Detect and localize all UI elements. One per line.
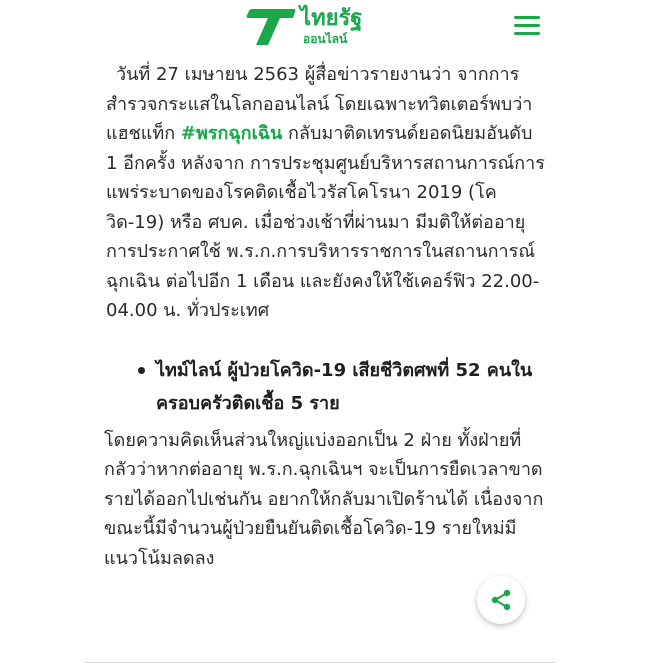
thairath-logo[interactable] — [246, 5, 366, 49]
article-paragraph — [106, 60, 546, 326]
related-article-link[interactable] — [138, 354, 546, 420]
logo-t-mark-icon — [246, 5, 298, 49]
site-header — [0, 0, 650, 56]
hamburger-icon — [514, 16, 540, 19]
logo-subtitle: ออนไลน์ — [303, 32, 348, 46]
related-links — [106, 354, 546, 420]
paragraph-text: กลับมาติดเทรนด์ยอดนิยมอันดับ 1 อีกครั้ง หลังจาก การประชุมศูนย์บริหารสถานการณ์การแพร่ระบาดของโรคติดเชื้อไวรัสโคโรนา 2019 (โควิด-19) หรือ ศบค. เมื่อช่วงเช้าที่ผ่านมา มีมติให้ต่ออายุการประกาศใช้ พ.ร.ก.การบริหารราชการในสถานการณ์ฉุกเฉิน ต่อไปอีก 1 เดือน และยังคงให้ใช้เคอร์ฟิว 22.00-04.00 น. ทั่วประเทศ — [106, 123, 545, 321]
paragraph-text: วันที่ 27 เมษายน 2563 ผู้สื่อข่าวรายงานว่า จากการสำรวจกระแสในโลกออนไลน์ โดยเฉพาะทวิตเตอร์พบว่าแฮชแท็ก — [106, 64, 533, 144]
article-body — [106, 60, 546, 573]
hamburger-menu-button[interactable] — [514, 16, 540, 36]
share-icon — [489, 588, 513, 612]
hashtag-link[interactable]: #พรกฉุกเฉิน — [180, 123, 283, 144]
article-paragraph: โดยความคิดเห็นส่วนใหญ่แบ่งออกเป็น 2 ฝ่าย ทั้งฝ่ายที่กลัวว่าหากต่ออายุ พ.ร.ก.ฉุกเฉินฯ จะเป็นการยืดเวลาขาดรายได้ออกไปเช่นกัน อยากให้กลับมาเปิดร้านได้ เนื่องจากขณะนี้มีจำนวนผู้ป่วยยืนยันติดเชื้อโควิด-19 รายใหม่มีแนวโน้มลดลง — [104, 429, 544, 569]
related-article-title[interactable]: ไทม์ไลน์ ผู้ป่วยโควิด-19 เสียชีวิตศพที่ 52 คนในครอบครัวติดเชื้อ 5 ราย — [156, 359, 533, 414]
bullet-icon — [138, 367, 145, 374]
share-button[interactable] — [477, 576, 525, 624]
divider — [84, 662, 556, 663]
logo-name: ไทยรัฐ — [300, 6, 363, 31]
